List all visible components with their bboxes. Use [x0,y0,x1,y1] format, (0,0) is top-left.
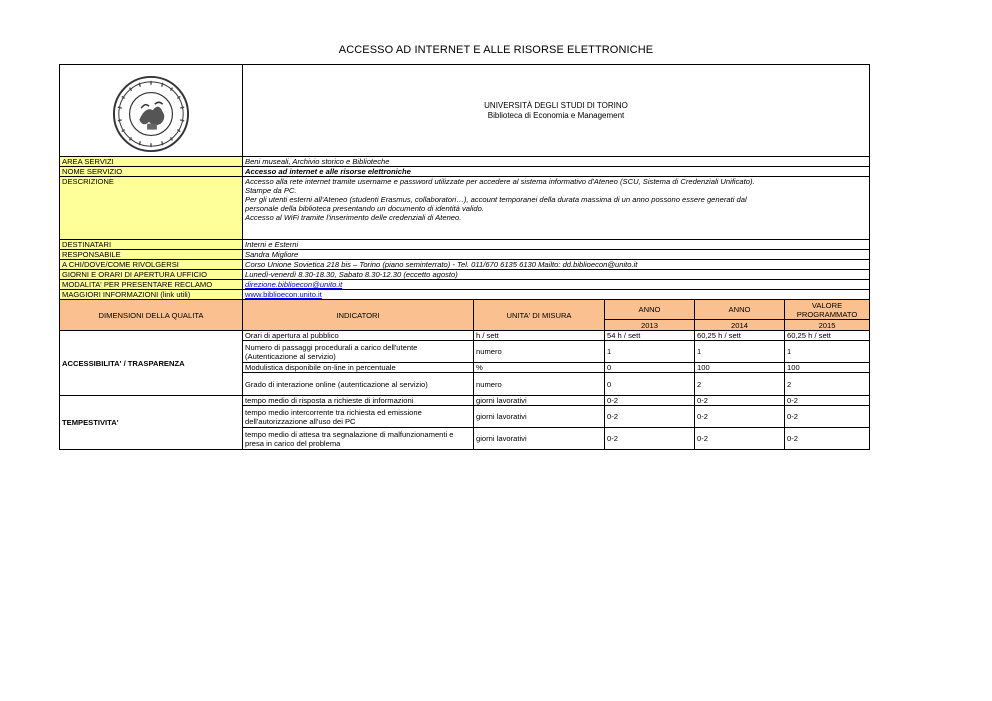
description-label: DESCRIZIONE [60,177,243,240]
service-name-label: NOME SERVIZIO [60,167,243,177]
area-label: AREA SERVIZI [60,157,243,167]
col-year2-header: ANNO [695,300,785,320]
value-2013-cell: 0 [605,373,695,396]
value-2015-cell: 0-2 [785,406,870,428]
university-name: UNIVERSITÀ DEGLI STUDI DI TORINO [484,100,628,110]
value-2014-cell: 100 [695,363,785,373]
library-name: Biblioteca di Economia e Management [487,110,625,120]
page-title: ACCESSO AD INTERNET E ALLE RISORSE ELETTRONICHE [338,44,654,56]
indicator-cell: Modulistica disponibile on-line in percentuale [243,363,474,373]
unit-cell: h / sett [474,331,605,341]
indicator-cell: tempo medio di attesa tra segnalazione di malfunzionamenti e presa in carico del problema [243,428,474,450]
area-value: Beni museali, Archivio storico e Biblioteche [243,157,870,167]
indicator-cell: tempo medio di risposta a richieste di informazioni [243,396,474,406]
col-target-header: VALORE PROGRAMMATO [785,300,870,320]
value-2014-cell: 0-2 [695,396,785,406]
university-seal-icon [112,75,190,153]
recipients-label: DESTINATARI [60,240,243,250]
unit-cell: numero [474,341,605,363]
col-unit-header: UNITA' DI MISURA [474,300,605,331]
col-indicator-header: INDICATORI [243,300,474,331]
contact-label: A CHI/DOVE/COME RIVOLGERSI [60,260,243,270]
value-2014-cell: 1 [695,341,785,363]
recipients-value: Interni e Esterni [243,240,870,250]
value-2014-cell: 0-2 [695,428,785,450]
value-2015-cell: 0-2 [785,428,870,450]
col-year1-header: ANNO [605,300,695,320]
more-info-cell [243,290,870,300]
contact-value: Corso Unione Sovietica 218 bis – Torino (piano seminterrato) - Tel. 011/670 6135 6130 Mailto: dd.biblioecon@unito.it [243,260,870,270]
more-info-label: MAGGIORI INFORMAZIONI (link utili) [60,290,243,300]
value-2014-cell: 60,25 h / sett [695,331,785,341]
value-2015-cell: 100 [785,363,870,373]
header-title-cell [243,65,870,157]
logo-cell [60,65,243,157]
indicator-cell: Grado di interazione online (autenticazione al servizio) [243,373,474,396]
unit-cell: % [474,363,605,373]
value-2014-cell: 2 [695,373,785,396]
year-2015: 2015 [785,320,870,331]
value-2013-cell: 0-2 [605,428,695,450]
dimension-accessibility: ACCESSIBILITA' / TRASPARENZA [60,331,243,396]
value-2013-cell: 1 [605,341,695,363]
description-line: personale della biblioteca presentando un documento di identità valido. [245,204,484,213]
unit-cell: numero [474,373,605,396]
description-line: Per gli utenti esterni all'Ateneo (studenti Erasmus, collaboratori…), account temporanei della durata massima di un anno possono essere generati dal [245,195,747,204]
dimension-timeliness: TEMPESTIVITA' [60,396,243,450]
description-line: Stampe da PC. [245,186,297,195]
value-2015-cell: 60,25 h / sett [785,331,870,341]
description-value [243,177,870,240]
service-table [59,64,870,450]
indicator-cell: Orari di apertura al pubblico [243,331,474,341]
indicator-cell: Numero di passaggi procedurali a carico dell'utente (Autenticazione al servizio) [243,341,474,363]
col-dimension-header: DIMENSIONI DELLA QUALITA [60,300,243,331]
value-2013-cell: 0-2 [605,396,695,406]
website-link[interactable]: www.biblioecon.unito.it [245,290,322,299]
year-2014: 2014 [695,320,785,331]
value-2013-cell: 0-2 [605,406,695,428]
unit-cell: giorni lavorativi [474,406,605,428]
indicator-cell: tempo medio intercorrente tra richiesta ed emissione dell'autorizzazione all'uso dei PC [243,406,474,428]
value-2015-cell: 1 [785,341,870,363]
service-name-value: Accesso ad internet e alle risorse elettroniche [243,167,870,177]
value-2015-cell: 2 [785,373,870,396]
unit-cell: giorni lavorativi [474,428,605,450]
manager-value: Sandra Migliore [243,250,870,260]
unit-cell: giorni lavorativi [474,396,605,406]
complaint-cell [243,280,870,290]
description-line: Accesso alla rete internet tramite username e password utilizzate per accedere al sistema informativo d'Ateneo (SCU, Sistema di Credenziali Unificato). [245,177,755,186]
year-2013: 2013 [605,320,695,331]
value-2015-cell: 0-2 [785,396,870,406]
service-sheet [59,64,869,450]
value-2013-cell: 0 [605,363,695,373]
value-2014-cell: 0-2 [695,406,785,428]
complaint-label: MODALITA' PER PRESENTARE RECLAMO [60,280,243,290]
manager-label: RESPONSABILE [60,250,243,260]
complaint-email-link[interactable]: direzione.biblioecon@unito.it [245,280,343,289]
value-2013-cell: 54 h / sett [605,331,695,341]
office-hours-label: GIORNI E ORARI DI APERTURA UFFICIO [60,270,243,280]
description-line: Accesso al WiFi tramite l'inserimento delle credenziali di Ateneo. [245,213,462,222]
office-hours-value: Lunedì-venerdì 8.30-18.30, Sabato 8.30-12.30 (eccetto agosto) [243,270,870,280]
